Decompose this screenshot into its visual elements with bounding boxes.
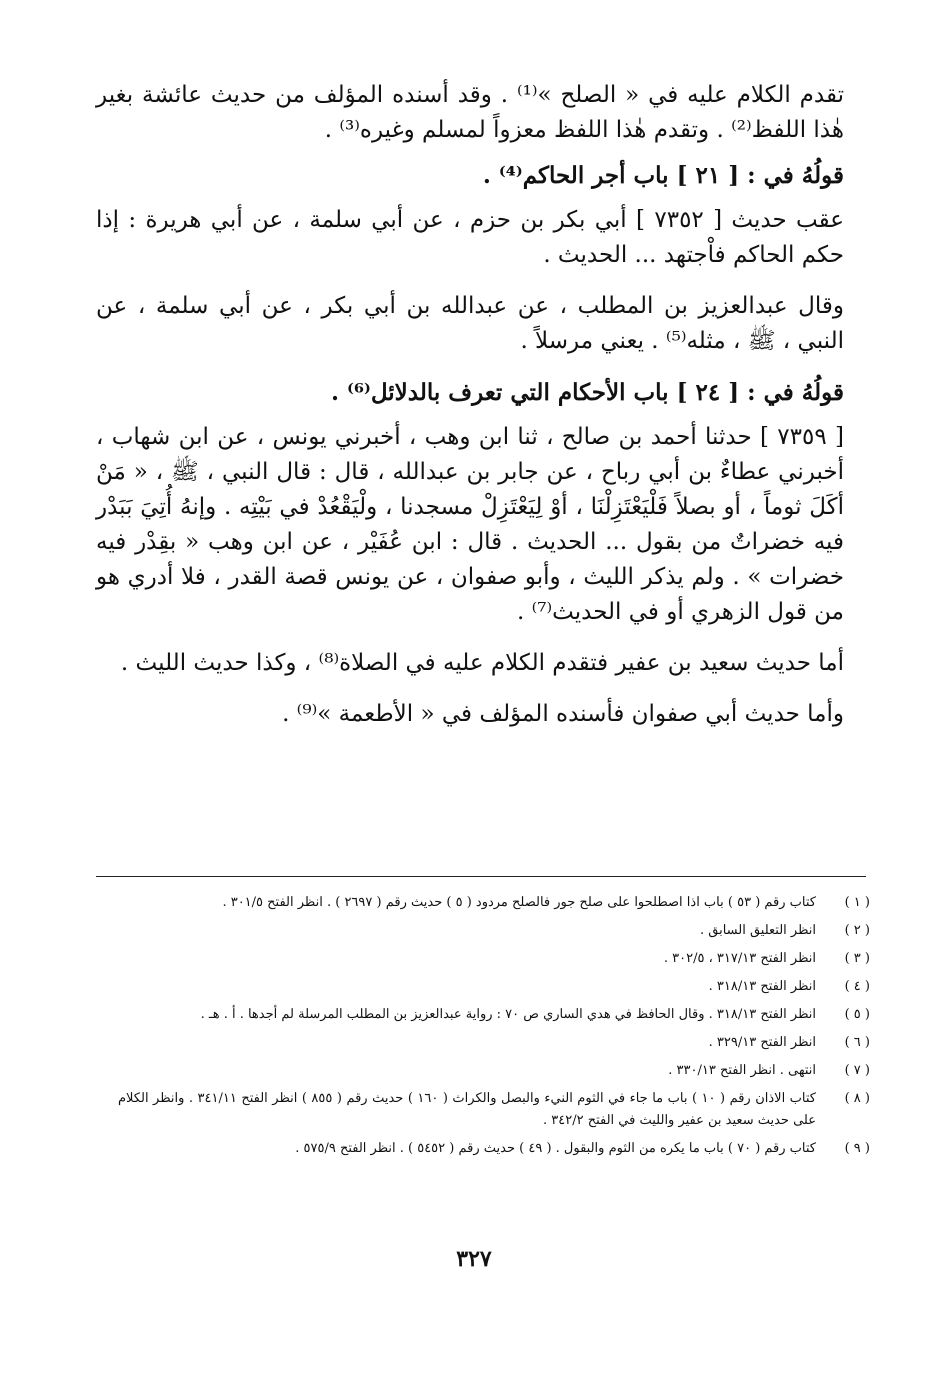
footnote-text: كتاب رقم ( ٥٣ ) باب اذا اصطلحوا على صلح جور فالصلح مردود ( ٥ ) حديث رقم ( ٢٦٩٧ ) . انظر الفتح ٣٠١/٥ .: [222, 895, 816, 910]
main-text: [96, 78, 844, 748]
paragraph-abu-safwan: وأما حديث أبي صفوان فأسنده المؤلف في « الأطعمة »⁽⁹⁾ .: [282, 701, 844, 727]
footnote-number: ( ٩ ): [844, 1141, 870, 1156]
footnote-number: ( ٣ ): [844, 951, 870, 966]
footnote-divider: [96, 876, 866, 877]
footnote-text: انظر الفتح ٣٢٩/١٣ .: [708, 1035, 816, 1050]
footnote-number: ( ١ ): [844, 895, 870, 910]
footnote-text: كتاب رقم ( ٧٠ ) باب ما يكره من الثوم والبقول . ( ٤٩ ) حديث رقم ( ٥٤٥٢ ) . انظر الفتح ٥٧٥/٩ .: [295, 1141, 816, 1156]
footnote: [118, 1004, 870, 1026]
footnote-text: انظر الفتح ٣١٧/١٣ ، ٣٠٢/٥ .: [663, 951, 816, 966]
footnote: [118, 976, 870, 998]
paragraph-said-bin-ufair: أما حديث سعيد بن عفير فتقدم الكلام عليه في الصلاة⁽⁸⁾ ، وكذا حديث الليث .: [120, 650, 844, 676]
footnote: [118, 892, 870, 914]
footnote: [118, 1060, 870, 1082]
footnote: [118, 920, 870, 942]
heading-bab-21: قولُهُ في : [ ٢١ ] باب أجر الحاكم⁽⁴⁾ .: [482, 162, 844, 189]
footnote: [118, 1138, 870, 1160]
paragraph-sulh: تقدم الكلام عليه في « الصلح »⁽¹⁾ . وقد أسنده المؤلف من حديث عائشة بغير هٰذا اللفظ⁽²⁾ . وتقدم هٰذا اللفظ معزواً لمسلم وغيره⁽³⁾ .: [96, 82, 844, 143]
heading-bab-24: قولُهُ في : [ ٢٤ ] باب الأحكام التي تعرف بالدلائل⁽⁶⁾ .: [331, 379, 844, 406]
footnote-text: انظر الفتح ٣١٨/١٣ .: [708, 979, 816, 994]
footnotes: [118, 892, 870, 1166]
footnote-number: ( ٢ ): [844, 923, 870, 938]
footnote-number: ( ٨ ): [844, 1091, 870, 1106]
page-number: ٣٢٧: [456, 1246, 492, 1272]
footnote-text: انظر التعليق السابق .: [699, 923, 816, 938]
footnote-number: ( ٦ ): [844, 1035, 870, 1050]
footnote-number: ( ٧ ): [844, 1063, 870, 1078]
footnote-text: انتهى . انظر الفتح ٣٣٠/١٣ .: [668, 1063, 816, 1078]
footnote-number: ( ٤ ): [844, 979, 870, 994]
paragraph-hadith-7352: عقب حديث [ ٧٣٥٢ ] أبي بكر بن حزم ، عن أبي سلمة ، عن أبي هريرة : إذا حكم الحاكم فاْجتهد ... الحديث .: [96, 207, 844, 268]
paragraph-hadith-7359: [ ٧٣٥٩ ] حدثنا أحمد بن صالح ، ثنا ابن وهب ، أخبرني يونس ، عن ابن شهاب ، أخبرني عطاءٌ بن أبي رباح ، عن جابر بن عبدالله ، قال : قال النبي ، ﷺ ، « مَنْ أكَلَ ثوماً ، أو بصلاً فَلْيَعْتَزِلْنَا ، أوْ لِيَعْتَزِلْ مسجدنا ، ولْيَقْعُدْ في بَيْتِه . وإنهُ أُتِيَ بَبَدْر فيه خضراتٌ من بقول ... الحديث . قال : ابن عُفَيْر ، عن ابن وهب « بقِدْر فيه خضرات » . ولم يذكر الليث ، وأبو صفوان ، عن يونس قصة القدر ، فلا أدري هو من قول الزهري أو في الحديث⁽⁷⁾ .: [96, 424, 844, 625]
footnote-text: انظر الفتح ٣١٨/١٣ . وقال الحافظ في هدي الساري ص ٧٠ : رواية عبدالعزيز بن المطلب المرسلة لم أجدها . أ . هـ .: [200, 1007, 816, 1022]
footnote: [118, 948, 870, 970]
footnote: [118, 1032, 870, 1054]
paragraph-abdulaziz: وقال عبدالعزيز بن المطلب ، عن عبدالله بن أبي بكر ، عن أبي سلمة ، عن النبي ، ﷺ ، مثله⁽⁵⁾ . يعني مرسلاً .: [96, 293, 844, 354]
footnote-number: ( ٥ ): [844, 1007, 870, 1022]
footnote-text: كتاب الاذان رقم ( ١٠ ) باب ما جاء في الثوم النيء والبصل والكراث ( ١٦٠ ) حديث رقم ( ٨٥٥ ) انظر الفتح ٣٤١/١١ . وانظر الكلام على حديث سعيد بن عفير والليث في الفتح ٣٤٢/٢ .: [118, 1091, 816, 1128]
footnote: [118, 1088, 870, 1132]
